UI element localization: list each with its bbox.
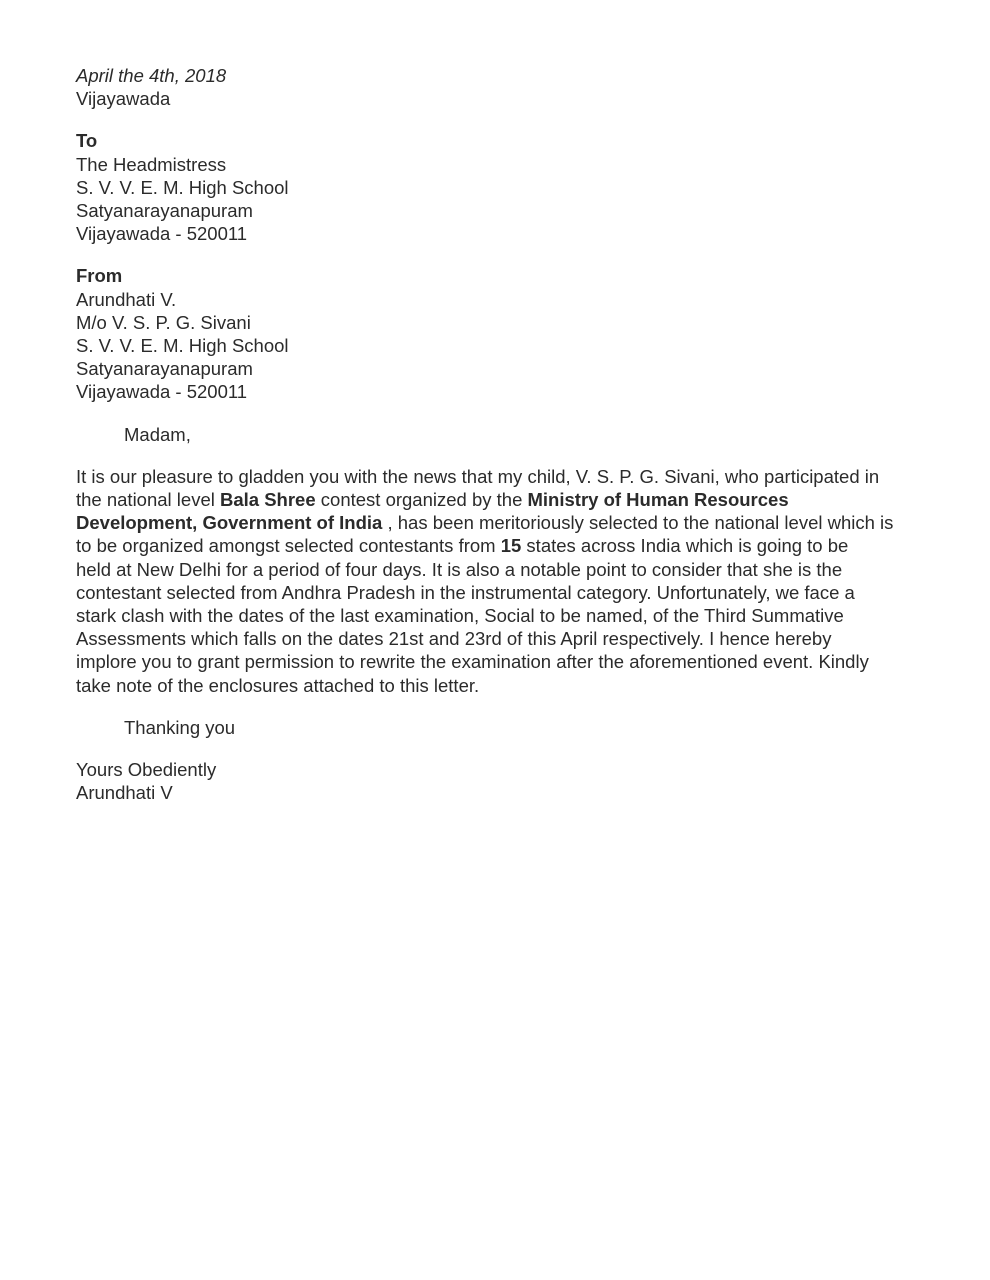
body-line: contestant selected from Andhra Pradesh in the instrumental category. Unfortunately, we face a: [76, 581, 855, 603]
body-text: contest organized by the: [315, 489, 528, 511]
letter-header: [76, 64, 916, 110]
body-line: Assessments which falls on the dates 21st and 23rd of this April respectively. I hence hereby: [76, 628, 832, 650]
body-line: [76, 534, 916, 557]
body-line: take note of the enclosures attached to this letter.: [76, 674, 480, 696]
body-line: stark clash with the dates of the last examination, Social to be named, of the Third Summative: [76, 605, 844, 627]
address-line: Satyanarayanapuram: [76, 358, 253, 380]
letter-body: [76, 465, 916, 697]
salutation: Madam,: [124, 423, 191, 445]
thanks-line: Thanking you: [124, 716, 236, 738]
address-line: Vijayawada - 520011: [76, 223, 248, 245]
sender-address: [76, 264, 916, 403]
states-count: 15: [500, 535, 522, 557]
contest-name: Bala Shree: [220, 489, 316, 511]
body-line: [76, 511, 916, 534]
body-text: , has been meritoriously selected to the national level which is: [382, 512, 894, 534]
body-line: [76, 488, 916, 511]
address-line: Satyanarayanapuram: [76, 200, 253, 222]
valediction: Yours Obediently: [76, 759, 217, 781]
body-line: It is our pleasure to gladden you with the news that my child, V. S. P. G. Sivani, who participated in: [76, 465, 880, 487]
address-line: Vijayawada - 520011: [76, 381, 248, 403]
recipient-address: [76, 129, 916, 245]
from-label: From: [76, 265, 123, 287]
address-line: The Headmistress: [76, 153, 227, 175]
address-line: Arundhati V.: [76, 288, 177, 310]
signature-name: Arundhati V: [76, 782, 173, 804]
letter-page: [76, 64, 916, 823]
ministry-name: Ministry of Human Resources: [527, 489, 789, 511]
body-text: the national level: [76, 489, 220, 511]
body-text: to be organized amongst selected contestants from: [76, 535, 501, 557]
letter-place: Vijayawada: [76, 88, 171, 110]
address-line: S. V. V. E. M. High School: [76, 335, 289, 357]
closing: [76, 758, 916, 804]
letter-date: April the 4th, 2018: [76, 65, 227, 86]
body-text: states across India which is going to be: [521, 535, 849, 557]
address-line: S. V. V. E. M. High School: [76, 176, 289, 198]
address-line: M/o V. S. P. G. Sivani: [76, 311, 251, 333]
ministry-name-cont: Development, Government of India: [76, 512, 383, 534]
to-label: To: [76, 130, 98, 152]
body-line: held at New Delhi for a period of four days. It is also a notable point to consider that she is the: [76, 558, 843, 580]
body-line: implore you to grant permission to rewrite the examination after the aforementioned event. Kindly: [76, 651, 869, 673]
